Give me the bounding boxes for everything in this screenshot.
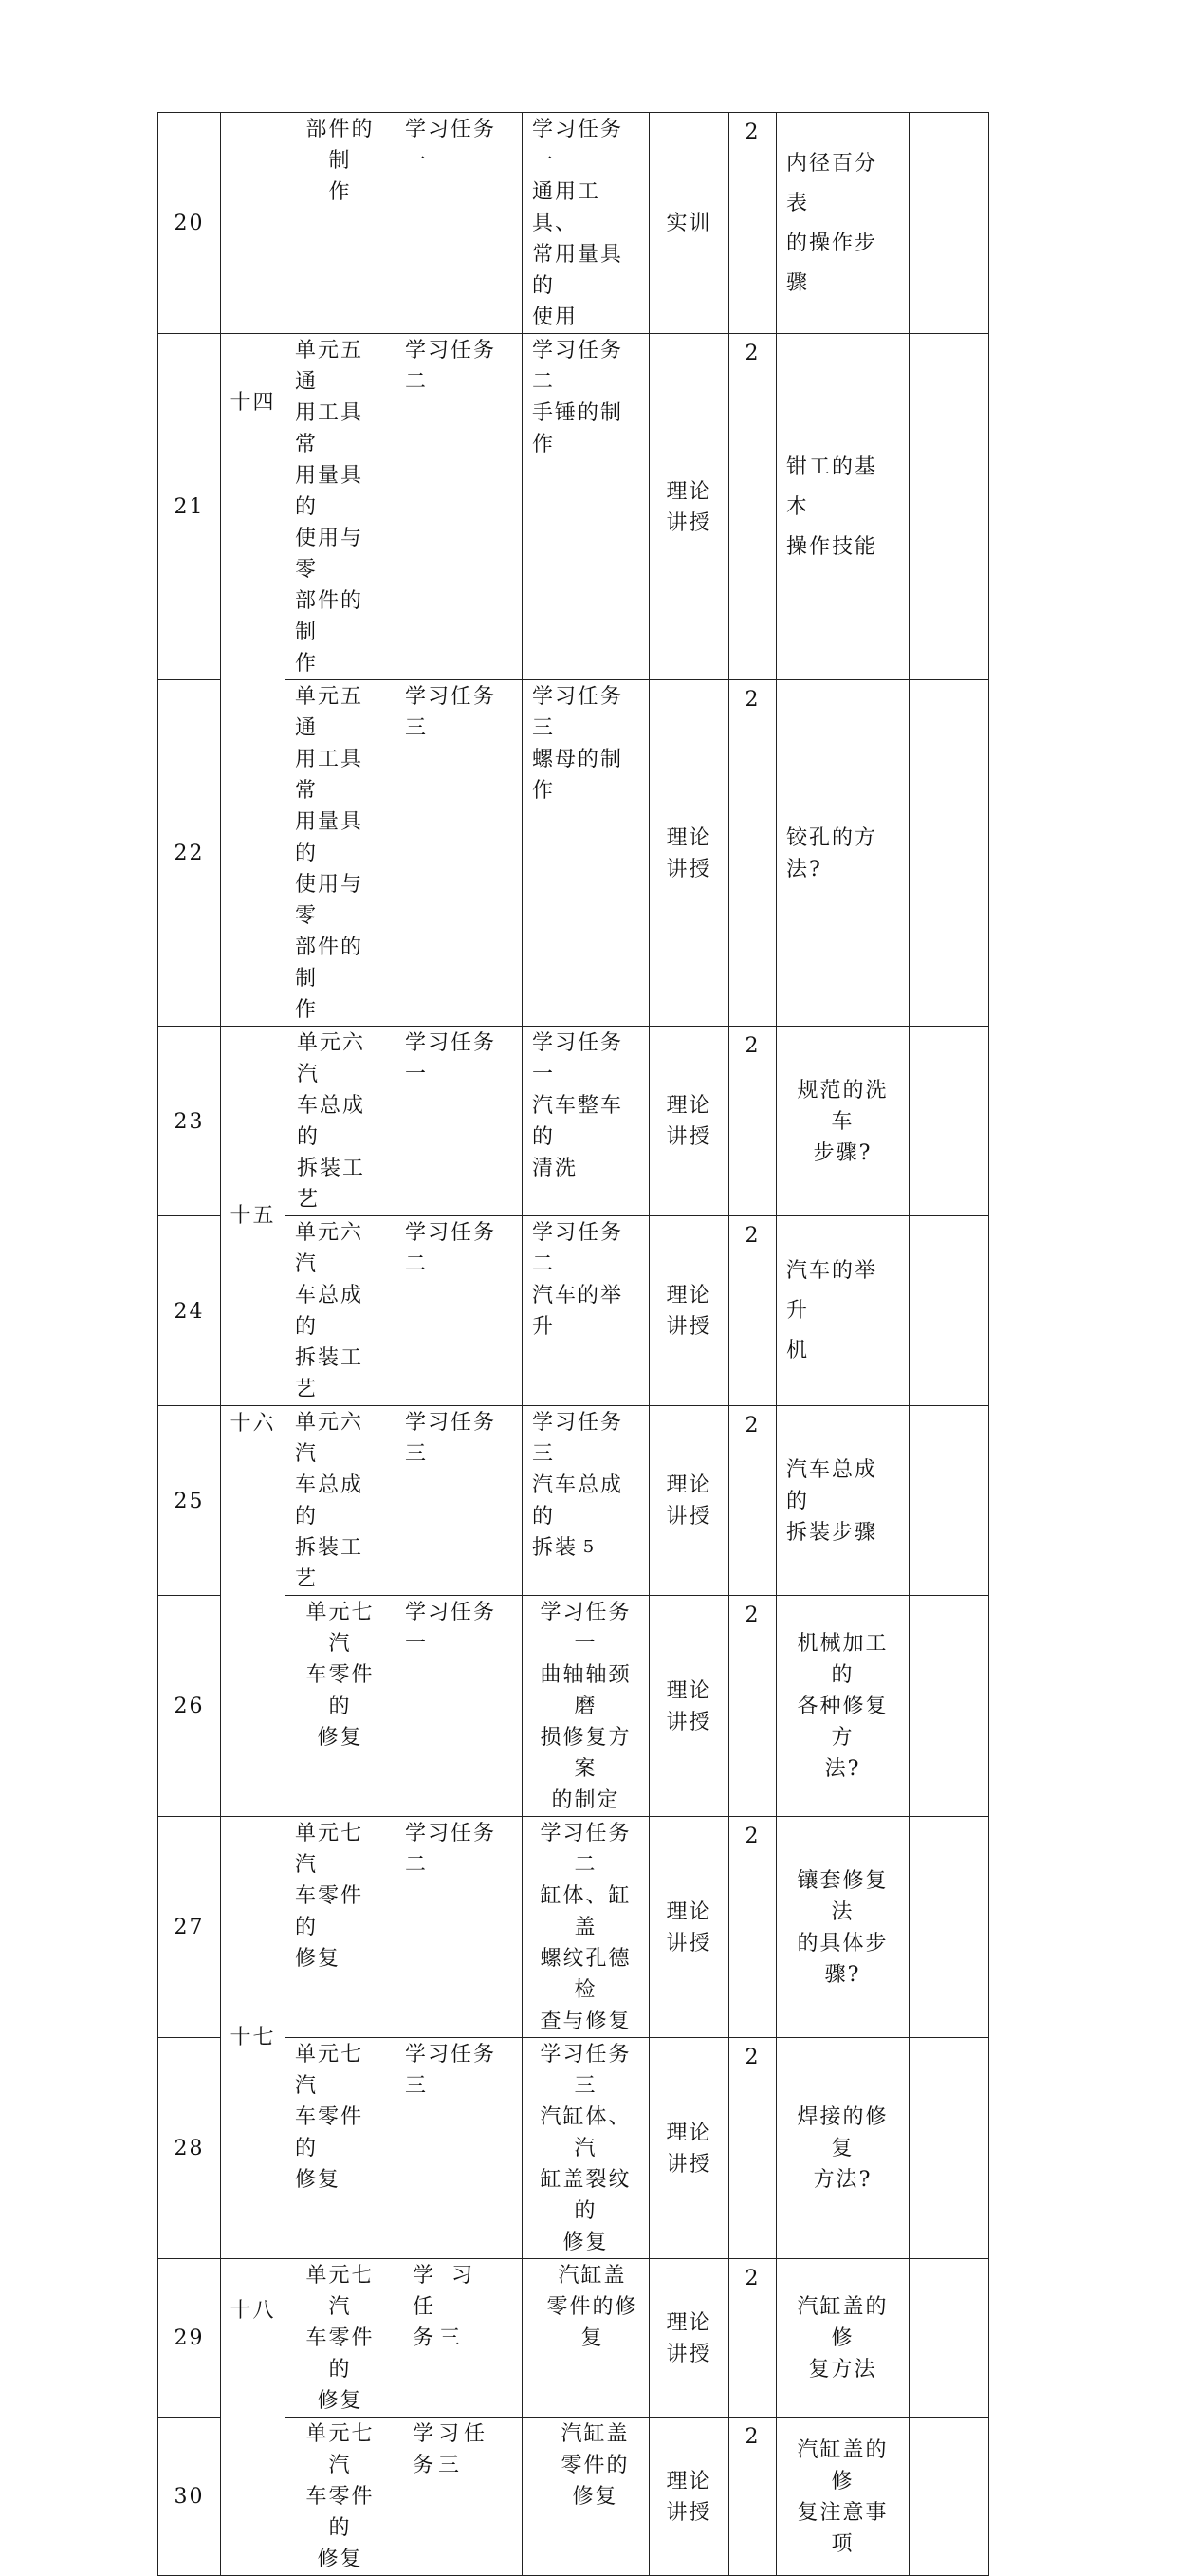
method-cell: 理论 讲授 xyxy=(650,1216,729,1406)
week-cell: 十四 xyxy=(221,334,285,1027)
table-row xyxy=(158,2259,989,2418)
unit-cell: 单元七 汽 车零件的 修复 xyxy=(285,2418,395,2576)
unit-cell: 单元六 汽 车总成的 拆装工艺 xyxy=(285,1406,395,1596)
row-number: 22 xyxy=(158,680,221,1027)
content-cell: 学习任务二 缸体、缸盖 螺纹孔德检 查与修复 xyxy=(523,1817,650,2038)
notes-cell xyxy=(910,2038,989,2259)
content-cell: 学习任务三 螺母的制作 xyxy=(523,680,650,1027)
hours-cell: 2 xyxy=(729,113,777,334)
task-cell: 学习任 务三 xyxy=(395,2418,523,2576)
row-number: 25 xyxy=(158,1406,221,1596)
topic-cell: 汽车的举升 机 xyxy=(777,1216,910,1406)
notes-cell xyxy=(910,680,989,1027)
unit-cell: 单元七汽 车零件的 修复 xyxy=(285,2038,395,2259)
row-number: 27 xyxy=(158,1817,221,2038)
task-cell: 学习任务一 xyxy=(395,1027,523,1216)
week-cell: 十七 xyxy=(221,1817,285,2259)
notes-cell xyxy=(910,1596,989,1817)
content-cell: 学习任务一 汽车整车的 清洗 xyxy=(523,1027,650,1216)
week-cell: 十八 xyxy=(221,2259,285,2576)
method-cell: 实训 xyxy=(650,113,729,334)
notes-cell xyxy=(910,1027,989,1216)
table-row xyxy=(158,113,989,334)
unit-cell: 单元六 汽 车总成的 拆装工艺 xyxy=(285,1027,395,1216)
unit-cell: 部件的制 作 xyxy=(285,113,395,334)
content-cell: 学习任务一 曲轴轴颈磨 损修复方案 的制定 xyxy=(523,1596,650,1817)
content-cell: 学习任务二 汽车的举升 xyxy=(523,1216,650,1406)
row-number: 26 xyxy=(158,1596,221,1817)
content-cell: 学习任务二 手锤的制作 xyxy=(523,334,650,680)
method-cell: 理论 讲授 xyxy=(650,2038,729,2259)
hours-cell: 2 xyxy=(729,680,777,1027)
notes-cell xyxy=(910,2418,989,2576)
method-cell: 理论 讲授 xyxy=(650,680,729,1027)
unit-cell: 单元七汽 车零件的 修复 xyxy=(285,1817,395,2038)
method-cell: 理论 讲授 xyxy=(650,1027,729,1216)
topic-cell: 焊接的修复 方法? xyxy=(777,2038,910,2259)
topic-cell: 汽缸盖的修 复注意事项 xyxy=(777,2418,910,2576)
hours-cell: 2 xyxy=(729,2259,777,2418)
method-cell: 理论 讲授 xyxy=(650,1817,729,2038)
notes-cell xyxy=(910,113,989,334)
notes-cell xyxy=(910,1216,989,1406)
unit-cell: 单元七 汽 车零件的 修复 xyxy=(285,2259,395,2418)
table-row xyxy=(158,1406,989,1596)
teaching-schedule-table xyxy=(157,112,989,2576)
week-cell: 十五 xyxy=(221,1027,285,1406)
topic-cell: 镶套修复法 的具体步 骤? xyxy=(777,1817,910,2038)
unit-cell: 单元五通 用工具常 用量具的 使用与零 部件的制 作 xyxy=(285,680,395,1027)
row-number: 24 xyxy=(158,1216,221,1406)
row-number: 30 xyxy=(158,2418,221,2576)
unit-cell: 单元七 汽 车零件的 修复 xyxy=(285,1596,395,1817)
notes-cell xyxy=(910,1406,989,1596)
table-row xyxy=(158,1817,989,2038)
hours-cell: 2 xyxy=(729,1216,777,1406)
unit-cell: 单元五通 用工具常 用量具的 使用与零 部件的制 作 xyxy=(285,334,395,680)
content-cell: 学习任务一 通用工具、 常用量具的 使用 xyxy=(523,113,650,334)
content-cell: 学习任务三 汽车总成的 拆装 xyxy=(523,1406,650,1596)
task-cell: 学习任务三 xyxy=(395,1406,523,1596)
method-cell: 理论 讲授 xyxy=(650,2259,729,2418)
notes-cell xyxy=(910,1817,989,2038)
topic-cell: 机械加工的 各种修复方 法? xyxy=(777,1596,910,1817)
topic-cell: 钳工的基本 操作技能 xyxy=(777,334,910,680)
hours-cell: 2 xyxy=(729,334,777,680)
task-cell: 学习任务三 xyxy=(395,680,523,1027)
row-number: 20 xyxy=(158,113,221,334)
method-cell: 理论 讲授 xyxy=(650,334,729,680)
week-cell xyxy=(221,113,285,334)
row-number: 23 xyxy=(158,1027,221,1216)
row-number: 29 xyxy=(158,2259,221,2418)
topic-cell: 汽车总成的 拆装步骤 xyxy=(777,1406,910,1596)
topic-cell: 规范的洗车 步骤? xyxy=(777,1027,910,1216)
hours-cell: 2 xyxy=(729,1596,777,1817)
task-cell: 学 习 任 务三 xyxy=(395,2259,523,2418)
task-cell: 学习任务一 xyxy=(395,1596,523,1817)
topic-cell: 汽缸盖的修 复方法 xyxy=(777,2259,910,2418)
hours-cell: 2 xyxy=(729,1027,777,1216)
page-number: 5 xyxy=(582,1537,595,1557)
content-cell: 汽缸盖 零件的修复 xyxy=(523,2418,650,2576)
task-cell: 学习任务二 xyxy=(395,1216,523,1406)
row-number: 21 xyxy=(158,334,221,680)
method-cell: 理论 讲授 xyxy=(650,1596,729,1817)
table-row xyxy=(158,334,989,680)
task-cell: 学习任务一 xyxy=(395,113,523,334)
notes-cell xyxy=(910,334,989,680)
hours-cell: 2 xyxy=(729,2418,777,2576)
task-cell: 学习任务三 xyxy=(395,2038,523,2259)
hours-cell: 2 xyxy=(729,2038,777,2259)
week-cell: 十六 xyxy=(221,1406,285,1817)
topic-cell: 内径百分表 的操作步骤 xyxy=(777,113,910,334)
content-cell: 学习任务三 汽缸体、汽 缸盖裂纹的 修复 xyxy=(523,2038,650,2259)
row-number: 28 xyxy=(158,2038,221,2259)
unit-cell: 单元六 汽 车总成的 拆装工艺 xyxy=(285,1216,395,1406)
table-row xyxy=(158,1027,989,1216)
content-cell: 汽缸盖 零件的修复 xyxy=(523,2259,650,2418)
notes-cell xyxy=(910,2259,989,2418)
hours-cell: 2 xyxy=(729,1817,777,2038)
method-cell: 理论 讲授 xyxy=(650,2418,729,2576)
hours-cell: 2 xyxy=(729,1406,777,1596)
topic-cell: 铰孔的方法? xyxy=(777,680,910,1027)
task-cell: 学习任务二 xyxy=(395,1817,523,2038)
task-cell: 学习任务二 xyxy=(395,334,523,680)
method-cell: 理论 讲授 xyxy=(650,1406,729,1596)
